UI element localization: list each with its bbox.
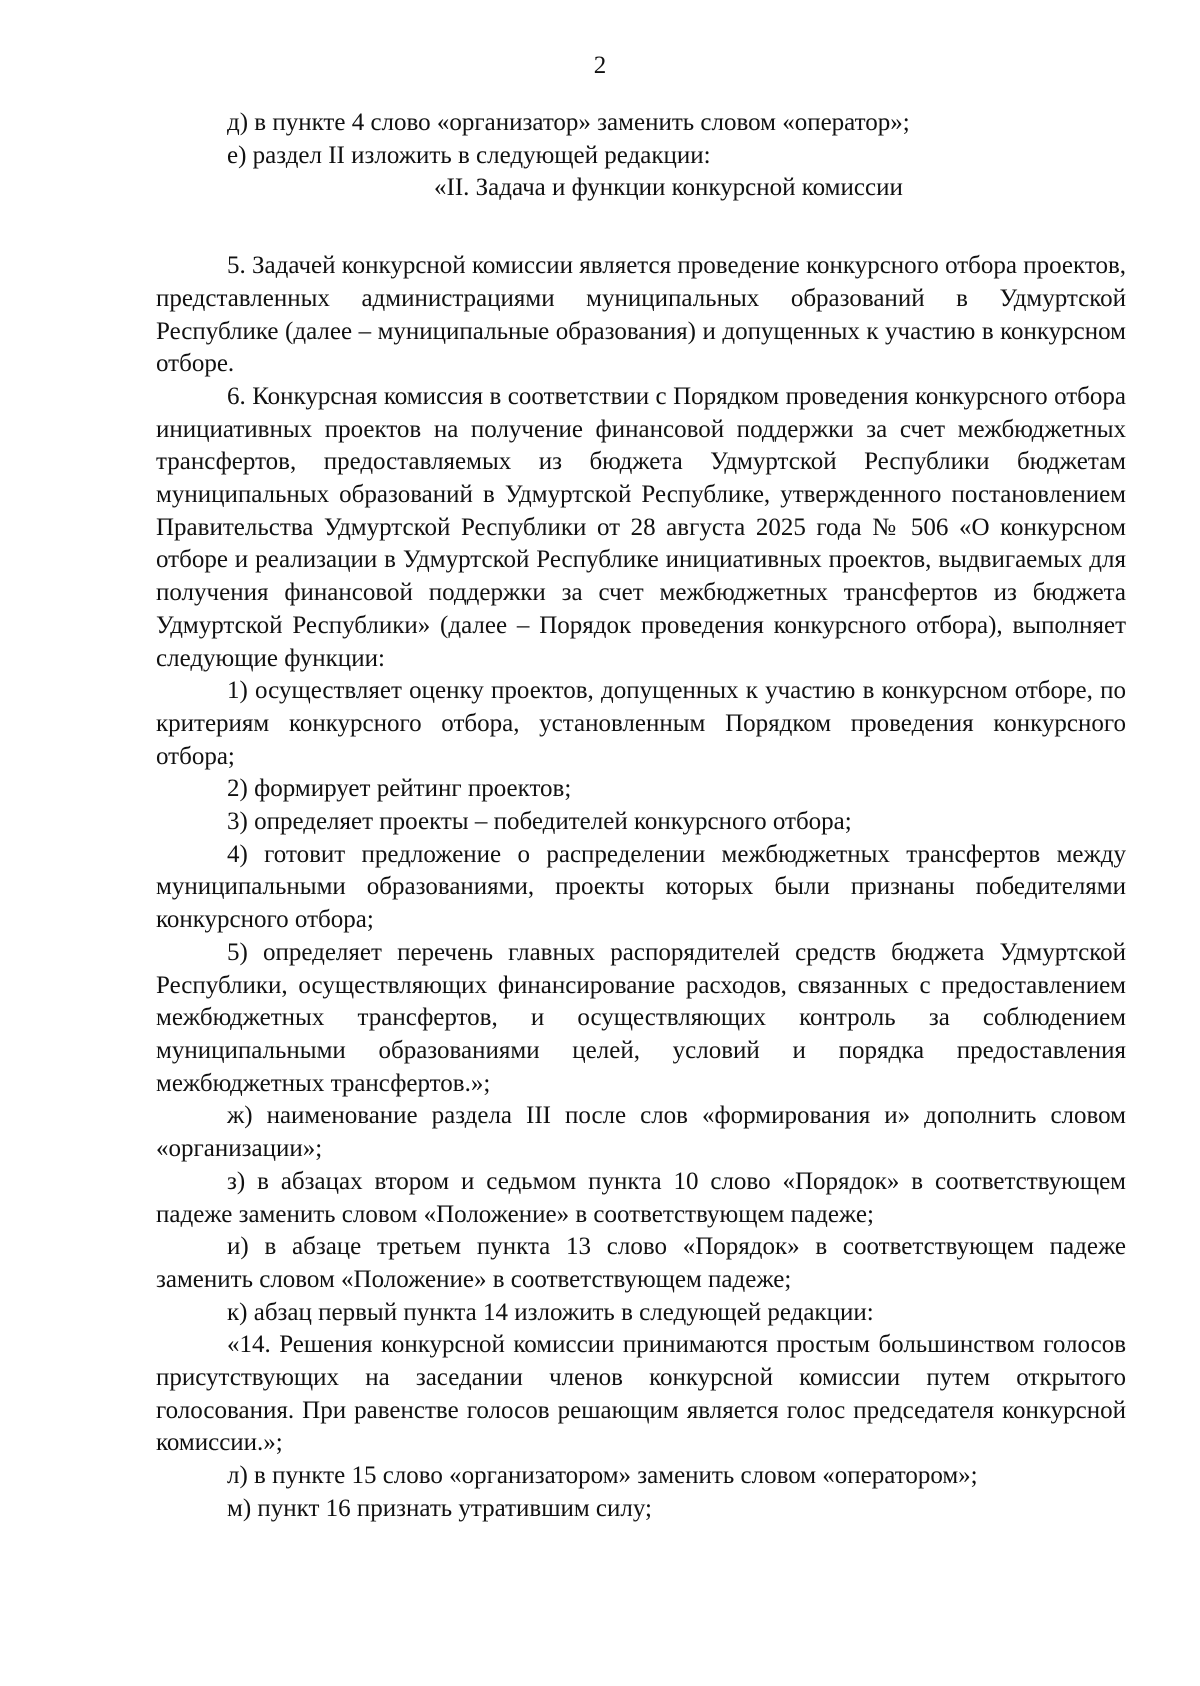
section-heading: «II. Задача и функции конкурсной комиссии xyxy=(434,174,903,202)
paragraph-zh: ж) наименование раздела III после слов «формирования и» дополнить словом «организации»; xyxy=(156,1102,1126,1163)
paragraph-z: з) в абзацах втором и седьмом пункта 10 слово «Порядок» в соответствующем падеже заменить словом «Положение» в соответствующем падеже; xyxy=(156,1167,1126,1228)
function-4: 4) готовит предложение о распределении межбюджетных трансфертов между муниципальными образованиями, проекты которых были признаны победителями конкурсного отбора; xyxy=(156,840,1126,934)
function-5: 5) определяет перечень главных распорядителей средств бюджета Удмуртской Республики, осуществляющих финансирование расходов, связанных с предоставлением межбюджетных трансфертов, и осуществляющих контроль за соблюдением муниципальными образованиями целей, условий и порядка предоставления межбюджетных трансфертов.»; xyxy=(156,938,1126,1097)
paragraph-d: д) в пункте 4 слово «организатор» заменить словом «оператор»; xyxy=(227,109,910,136)
paragraph-m: м) пункт 16 признать утратившим силу; xyxy=(227,1494,652,1522)
paragraph-item-6: 6. Конкурсная комиссия в соответствии с Порядком проведения конкурсного отбора инициативных проектов на получение финансовой поддержки за счет межбюджетных трансфертов, предоставляемых из бюджета Удмуртской Республики бюджетам муниципальных образований в Удмуртской Республике, утвержденного постановлением Правительства Удмуртской Республики от 28 августа 2025 года № 506 «О конкурсном отборе и реализации в Удмуртской Республике инициативных проектов, выдвигаемых для получения финансовой поддержки за счет межбюджетных трансфертов из бюджета Удмуртской Республики» (далее – Порядок проведения конкурсного отбора), выполняет следующие функции: xyxy=(156,382,1126,672)
spacer xyxy=(156,205,1126,250)
paragraph-i: и) в абзаце третьем пункта 13 слово «Порядок» в соответствующем падеже заменить словом «Положение» в соответствующем падеже; xyxy=(156,1233,1126,1293)
paragraph-item-14: «14. Решения конкурсной комиссии принимаются простым большинством голосов присутствующих на заседании членов конкурсной комиссии путем открытого голосования. При равенстве голосов решающим является голос председателя конкурсной комиссии.»; xyxy=(156,1331,1126,1457)
paragraph-l: л) в пункте 15 слово «организатором» заменить словом «оператором»; xyxy=(227,1462,978,1490)
function-2: 2) формирует рейтинг проектов; xyxy=(227,775,572,803)
document-body xyxy=(156,107,1126,1526)
function-1: 1) осуществляет оценку проектов, допущенных к участию в конкурсном отборе, по критериям конкурсного отбора, установленным Порядком проведения конкурсного отбора; xyxy=(156,677,1126,770)
paragraph-item-5: 5. Задачей конкурсной комиссии является проведение конкурсного отбора проектов, представленных администрациями муниципальных образований в Удмуртской Республике (далее – муниципальные образования) и допущенных к участию в конкурсном отборе. xyxy=(156,252,1126,378)
page-number: 2 xyxy=(593,52,607,79)
function-3: 3) определяет проекты – победителей конкурсного отбора; xyxy=(227,808,852,836)
paragraph-e: е) раздел II изложить в следующей редакции: xyxy=(227,141,711,169)
paragraph-k: к) абзац первый пункта 14 изложить в следующей редакции: xyxy=(227,1298,874,1326)
